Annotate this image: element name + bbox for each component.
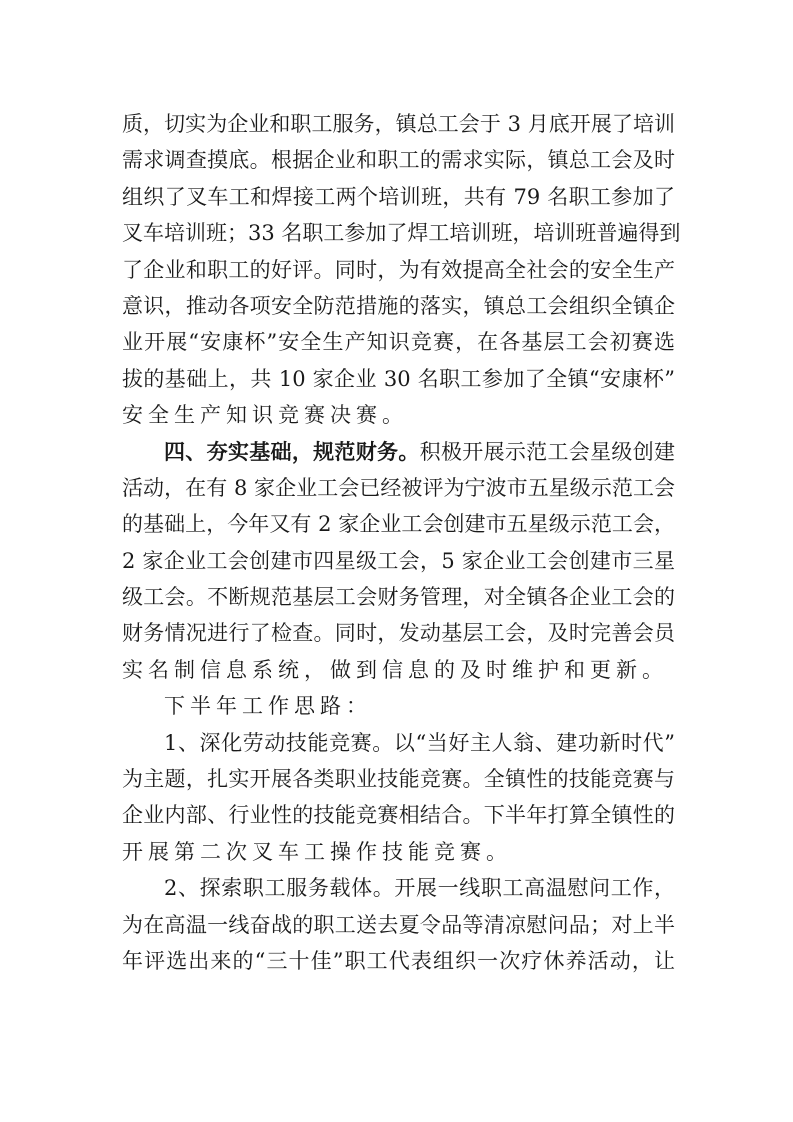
paragraph-plan-heading [122, 688, 675, 724]
text-line: 2 家企业工会创建市四星级工会，5 家企业工会创建市三星 [122, 548, 675, 573]
text-line: 实名制信息系统，做到信息的及时维护和更新。 [122, 657, 668, 682]
text-line: 拔的基础上，共 10 家企业 30 名职工参加了全镇“安康杯” [122, 366, 675, 391]
paragraph-finance [122, 434, 675, 689]
paragraph-plan-item-1 [122, 725, 675, 871]
text-line: 活动，在有 8 家企业工会已经被评为宁波市五星级示范工会 [122, 475, 675, 500]
text-line: 级工会。不断规范基层工会财务管理，对全镇各企业工会的 [122, 585, 675, 610]
text-line: 企业内部、行业性的技能竞赛相结合。下半年打算全镇性的 [122, 803, 675, 828]
text-line: 财务情况进行了检查。同时，发动基层工会，及时完善会员 [122, 621, 675, 646]
text-line: 的基础上，今年又有 2 家企业工会创建市五星级示范工会， [122, 512, 675, 537]
paragraph-plan-item-2 [122, 870, 675, 979]
text-line: 1、深化劳动技能竞赛。以“当好主人翁、建功新时代” [164, 730, 675, 755]
text-line: 需求调查摸底。根据企业和职工的需求实际，镇总工会及时 [122, 148, 675, 173]
text-line: 2、探索职工服务载体。开展一线职工高温慰问工作， [164, 876, 675, 901]
text-run: 积极开展示范工会星级创建 [419, 439, 676, 464]
text-line: 下半年工作思路： [164, 694, 372, 719]
text-line: 意识，推动各项安全防范措施的落实，镇总工会组织全镇企 [122, 293, 675, 318]
text-line-with-heading [122, 434, 675, 470]
text-line: 叉车培训班；33 名职工参加了焊工培训班，培训班普遍得到 [122, 221, 681, 246]
text-line: 为主题，扎实开展各类职业技能竞赛。全镇性的技能竞赛与 [122, 767, 675, 792]
text-line: 为在高温一线奋战的职工送去夏令品等清凉慰问品；对上半 [122, 912, 675, 937]
text-line: 了企业和职工的好评。同时，为有效提高全社会的安全生产 [122, 257, 675, 282]
document-page [122, 106, 681, 979]
text-line: 组织了叉车工和焊接工两个培训班，共有 79 名职工参加了 [122, 184, 675, 209]
text-line: 年评选出来的“三十佳”职工代表组织一次疗休养活动，让 [122, 948, 675, 973]
text-line: 质，切实为企业和职工服务，镇总工会于 3 月底开展了培训 [122, 112, 675, 136]
paragraph-training [122, 106, 681, 434]
section-heading: 四、夯实基础，规范财务。 [164, 438, 420, 464]
text-line: 业开展“安康杯”安全生产知识竞赛，在各基层工会初赛选 [122, 330, 675, 355]
text-line: 开展第二次叉车工操作技能竞赛。 [122, 839, 512, 864]
text-line: 安全生产知识竞赛决赛。 [122, 403, 408, 428]
